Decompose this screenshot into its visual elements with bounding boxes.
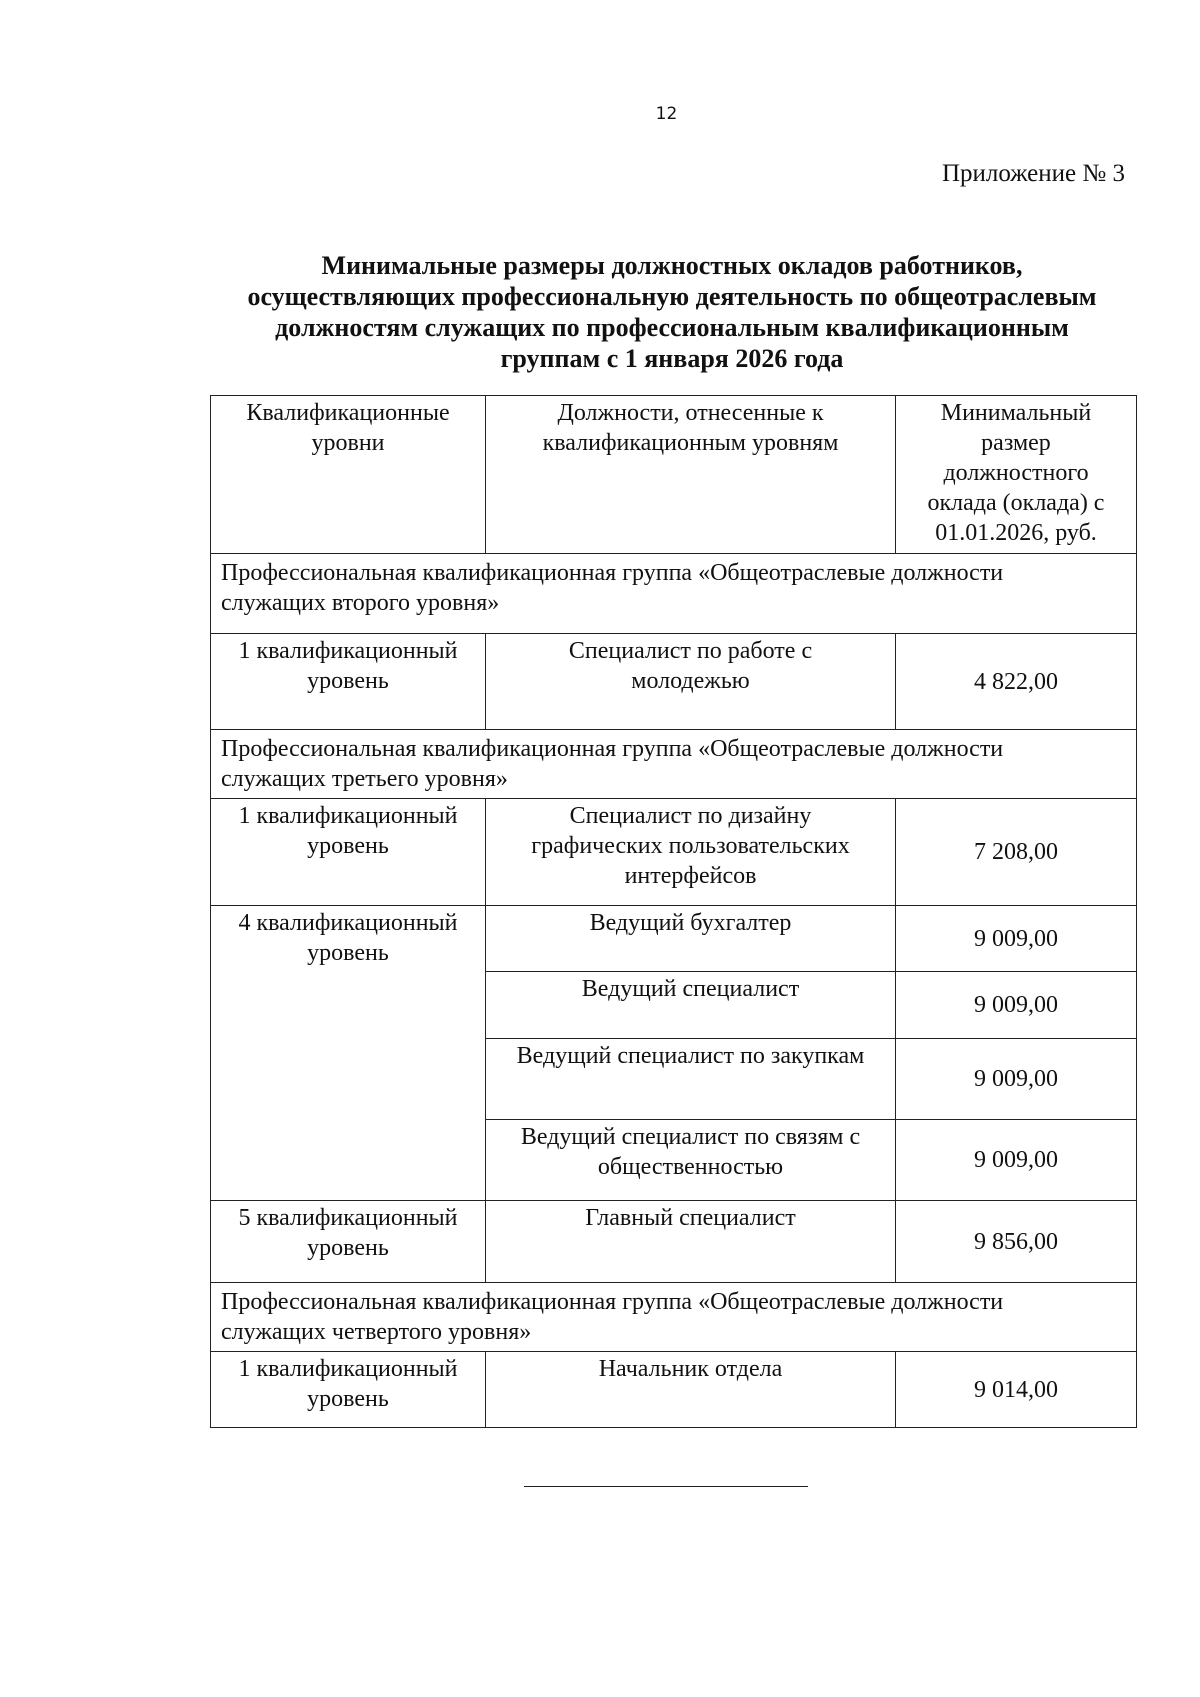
position-cell xyxy=(486,972,896,1039)
document-title xyxy=(208,250,1136,374)
appendix-label: Приложение № 3 xyxy=(941,160,1125,187)
table-row xyxy=(211,799,1137,906)
level-line: уровень xyxy=(307,1235,389,1261)
position-cell xyxy=(486,1039,896,1120)
group-title-line: служащих второго уровня» xyxy=(221,590,500,616)
group-title-line: Профессиональная квалификационная группа «Общеотраслевые должности xyxy=(221,560,1004,586)
header-levels xyxy=(211,396,486,554)
position-line: Специалист по работе с xyxy=(568,638,813,664)
header-line: Квалификационные xyxy=(246,400,450,426)
level-cell xyxy=(211,634,486,730)
header-line: должностного xyxy=(943,460,1089,486)
position-line: Начальник отдела xyxy=(598,1356,783,1382)
position-cell xyxy=(486,634,896,730)
group-title-line: служащих четвертого уровня» xyxy=(221,1319,532,1345)
salary-cell: 9 009,00 xyxy=(896,906,1137,972)
group-title-line: служащих третьего уровня» xyxy=(221,766,508,792)
group-title-line: Профессиональная квалификационная группа «Общеотраслевые должности xyxy=(221,736,1004,762)
level-line: 1 квалификационный xyxy=(238,803,458,829)
group-row xyxy=(211,730,1137,799)
level-line: 5 квалификационный xyxy=(238,1205,458,1231)
level-line: уровень xyxy=(307,668,389,694)
position-line: интерфейсов xyxy=(624,863,757,889)
group-title-second-level xyxy=(211,554,1137,634)
table-row xyxy=(211,1352,1137,1428)
level-line: уровень xyxy=(307,1386,389,1412)
table-row xyxy=(211,906,1137,972)
position-cell xyxy=(486,1120,896,1201)
header-positions xyxy=(486,396,896,554)
table-header-row xyxy=(211,396,1137,554)
position-line: Ведущий бухгалтер xyxy=(589,910,792,936)
group-title-third-level xyxy=(211,730,1137,799)
salary-cell: 9 009,00 xyxy=(896,1039,1137,1120)
salary-cell: 9 009,00 xyxy=(896,1120,1137,1201)
position-line: общественностью xyxy=(597,1154,784,1180)
position-line: Ведущий специалист xyxy=(581,976,800,1002)
title-line: должностям служащих по профессиональным квалификационным xyxy=(275,313,1069,342)
title-line: осуществляющих профессиональную деятельность по общеотраслевым xyxy=(247,282,1097,311)
page-number: 12 xyxy=(655,104,678,124)
header-salary xyxy=(896,396,1137,554)
position-line: Главный специалист xyxy=(585,1205,796,1231)
table-row xyxy=(211,634,1137,730)
salary-cell: 9 014,00 xyxy=(896,1352,1137,1428)
level-line: 1 квалификационный xyxy=(238,638,458,664)
title-line: группам с 1 января 2026 года xyxy=(500,344,844,373)
group-title-fourth-level xyxy=(211,1283,1137,1352)
salary-table xyxy=(210,395,1137,1428)
header-line: 01.01.2026, руб. xyxy=(935,520,1097,546)
header-line: оклада (оклада) с xyxy=(927,490,1105,516)
group-title-line: Профессиональная квалификационная группа «Общеотраслевые должности xyxy=(221,1289,1004,1315)
position-cell xyxy=(486,1352,896,1428)
level-line: уровень xyxy=(307,940,389,966)
position-line: графических пользовательских xyxy=(531,833,850,859)
level-line: уровень xyxy=(307,833,389,859)
salary-cell: 7 208,00 xyxy=(896,799,1137,906)
salary-cell: 4 822,00 xyxy=(896,634,1137,730)
position-cell xyxy=(486,906,896,972)
level-cell xyxy=(211,1352,486,1428)
position-line: Ведущий специалист по закупкам xyxy=(516,1043,865,1069)
position-line: Ведущий специалист по связям с xyxy=(520,1124,861,1150)
salary-cell: 9 009,00 xyxy=(896,972,1137,1039)
footer-divider xyxy=(524,1486,808,1487)
header-line: квалификационным уровням xyxy=(542,430,839,456)
position-cell xyxy=(486,799,896,906)
level-cell xyxy=(211,799,486,906)
level-line: 1 квалификационный xyxy=(238,1356,458,1382)
position-line: Специалист по дизайну xyxy=(569,803,812,829)
group-row xyxy=(211,554,1137,634)
header-line: размер xyxy=(981,430,1051,456)
position-line: молодежью xyxy=(631,668,750,694)
level-line: 4 квалификационный xyxy=(238,910,458,936)
title-line: Минимальные размеры должностных окладов работников, xyxy=(321,251,1023,280)
header-line: Минимальный xyxy=(940,400,1092,426)
group-row xyxy=(211,1283,1137,1352)
header-line: Должности, отнесенные к xyxy=(557,400,824,426)
header-line: уровни xyxy=(311,430,385,456)
salary-cell: 9 856,00 xyxy=(896,1201,1137,1283)
table-row xyxy=(211,1201,1137,1283)
level-cell xyxy=(211,906,486,1201)
level-cell xyxy=(211,1201,486,1283)
position-cell xyxy=(486,1201,896,1283)
